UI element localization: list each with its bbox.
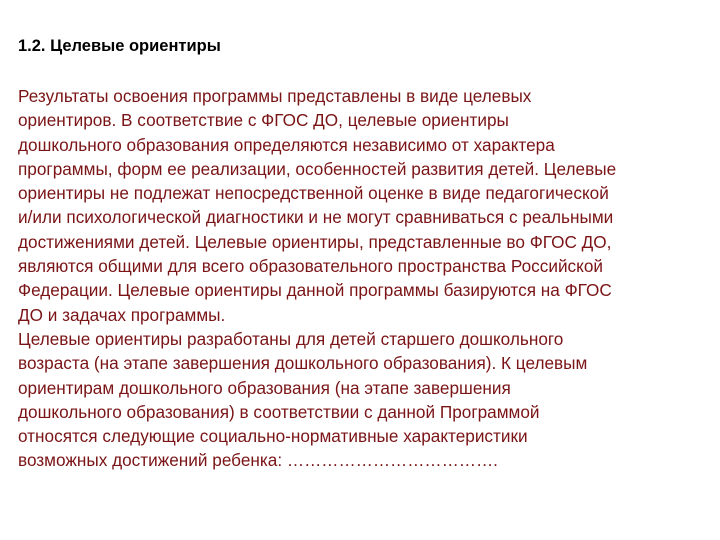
body-line: и/или психологической диагностики и не могут сравниваться с реальными xyxy=(18,207,614,228)
body-line: ориентирам дошкольного образования (на этапе завершения xyxy=(18,377,511,398)
slide-body-text xyxy=(18,84,718,473)
body-line: ДО и задачах программы. xyxy=(18,304,226,325)
body-line: являются общими для всего образовательного пространства Российской xyxy=(18,256,604,277)
body-line: возраста (на этапе завершения дошкольного образования). К целевым xyxy=(18,353,588,374)
body-line: Целевые ориентиры разработаны для детей старшего дошкольного xyxy=(18,328,564,349)
body-line: Результаты освоения программы представлены в виде целевых xyxy=(18,86,532,106)
body-line: Федерации. Целевые ориентиры данной программы базируются на ФГОС xyxy=(18,280,612,301)
body-line: дошкольного образования определяются независимо от характера xyxy=(18,134,555,155)
body-line: программы, форм ее реализации, особенностей развития детей. Целевые xyxy=(18,158,617,179)
body-line: достижениями детей. Целевые ориентиры, представленные во ФГОС ДО, xyxy=(18,231,612,252)
body-line: ориентиры не подлежат непосредственной оценке в виде педагогической xyxy=(18,183,609,204)
body-line: ориентиров. В соответствие с ФГОС ДО, целевые ориентиры xyxy=(18,110,509,131)
slide-heading: 1.2. Целевые ориентиры xyxy=(18,37,221,55)
body-line: относятся следующие социально-нормативные характеристики xyxy=(18,426,528,447)
body-line: дошкольного образования) в соответствии с данной Программой xyxy=(18,401,540,422)
body-line: возможных достижений ребенка: ………………………………. xyxy=(18,450,498,471)
